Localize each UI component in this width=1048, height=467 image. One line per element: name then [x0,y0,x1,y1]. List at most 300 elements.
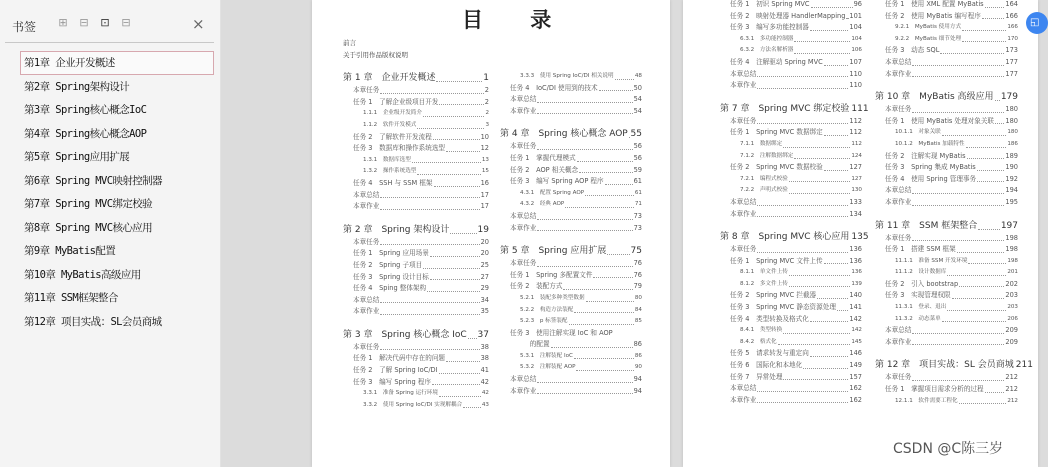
toc-entry[interactable] [500,386,642,398]
toc-entry[interactable] [343,85,489,97]
toc-entry[interactable] [720,383,862,395]
toc-entry[interactable] [500,374,642,386]
toc-entry[interactable] [343,306,489,318]
dot-leader [995,90,1000,101]
bookmark-item[interactable]: 第2章 Spring架构设计 [24,80,130,93]
toc-entry[interactable] [875,45,1018,57]
toc-entry-label: 任务 1 使用 MyBatis 处理对象关联 [885,116,995,125]
toc-entry[interactable] [875,290,1018,302]
toc-page-number: 209 [1005,326,1018,335]
bookmark-panel-title: 书签 [12,20,37,34]
toc-entry[interactable] [343,166,489,178]
toc-page-number: 12 [480,144,489,153]
toc-chapter[interactable] [343,223,489,237]
toc-entry[interactable] [343,283,489,295]
toc-entry-label: 11.3.2 动态菜单 [895,315,941,322]
dot-leader [757,69,848,78]
toc-entry[interactable] [500,362,642,374]
toc-entry-label: 任务 7 异常处理 [730,372,783,381]
toc-entry[interactable] [500,188,642,200]
toc-page-number: 75 [630,246,642,257]
toc-page-number: 212 [1005,373,1018,382]
dot-leader [967,151,1005,160]
bookmark-item[interactable]: 第11章 SSM框架整合 [24,292,118,304]
toc-page-number: 197 [1000,220,1018,231]
dot-leader [912,372,1004,381]
toc-entry[interactable] [500,199,642,211]
toc-entry-label: 本章总结 [510,95,537,104]
toc-entry[interactable] [875,279,1018,291]
toc-entry-label: 本章任务 [353,86,380,95]
toc-page-number: 17 [480,190,489,199]
toc-entry-label: 任务 5 请求转发与重定向 [730,349,809,358]
toc-entry[interactable] [720,360,862,372]
toc-entry[interactable] [500,281,642,293]
toc-column [720,0,869,406]
dot-leader [380,190,479,199]
toc-entry[interactable] [343,108,489,120]
dot-leader [537,141,632,150]
dot-leader [380,237,479,246]
dot-leader [585,188,634,197]
toc-page-number: 209 [1005,337,1018,346]
toc-entry[interactable] [720,325,862,337]
toc-entry[interactable] [720,197,862,209]
toc-entry[interactable] [875,314,1018,326]
toc-entry[interactable] [720,116,862,128]
toc-page-number: 73 [633,223,642,232]
toc-entry[interactable] [720,127,862,139]
dot-leader [436,71,482,82]
toc-entry-label: 任务 4 使用 Spring 管理事务 [885,174,977,183]
dot-leader [380,85,483,94]
toc-entry-label: 10.1.2 MyBatis 加载特性 [895,140,965,147]
toc-entry[interactable] [720,279,862,291]
toc-entry[interactable] [720,34,862,46]
toc-entry[interactable] [720,348,862,360]
toc-entry[interactable] [875,325,1018,337]
dot-leader [537,106,632,115]
toc-entry[interactable] [500,153,642,165]
dot-leader [380,201,479,210]
toc-entry-label: 11.1.2 设计数据库 [895,269,947,276]
toc-chapter[interactable] [875,90,1018,104]
toc-entry-label: 5.2.1 装配多种类型数据 [520,294,585,301]
toc-entry[interactable] [343,342,489,354]
toc-entry[interactable] [343,260,489,272]
dot-leader [940,45,1004,54]
toc-entry[interactable] [720,45,862,57]
toc-page-number: 136 [849,256,862,265]
toc-entry[interactable] [500,211,642,223]
toc-page-number: 198 [1007,257,1018,264]
toc-entry-label: 任务 2 了解软件开发流程 [353,132,432,141]
toc-page-number: 206 [1007,315,1018,322]
toc-entry[interactable] [500,176,642,188]
expand-all-icon[interactable]: ⊞ [58,16,68,29]
toc-entry-label: 本章总结 [510,211,537,220]
toc-entry-label: 本章总结 [730,384,757,393]
toc-entry-label: 第 12 章 项目实战：SL 会员商城 [875,360,1014,371]
dot-leader [537,211,632,220]
remove-bookmark-icon[interactable]: ⊟ [121,16,131,29]
toc-page-number: 84 [634,306,642,313]
dot-leader [783,139,850,148]
toc-entry[interactable] [343,50,489,62]
toc-chapter[interactable] [343,71,489,85]
toc-column [500,71,642,397]
toc-entry[interactable] [343,365,489,377]
dot-leader [537,386,632,395]
toc-page-number: 56 [633,153,642,162]
toc-entry-label: 第 3 章 Spring 核心概念 IoC [343,329,467,340]
toc-entry[interactable] [720,22,862,34]
toc-entry[interactable] [343,237,489,249]
toc-entry[interactable] [720,267,862,279]
toc-entry-label: 任务 2 Spring MVC 数据校验 [730,163,823,172]
dot-leader [551,339,633,348]
toc-chapter[interactable] [500,244,642,258]
dot-leader [427,283,479,292]
dot-leader [794,34,850,43]
bookmark-item[interactable]: 第8章 Spring MVC核心应用 [24,221,153,234]
toc-entry[interactable] [875,116,1018,128]
toc-entry[interactable] [875,337,1018,349]
toc-entry[interactable] [875,0,1018,11]
toc-entry[interactable] [875,256,1018,268]
toc-entry-label: 任务 3 Spring 设计目标 [353,272,429,281]
toc-entry-label: 本章总结 [353,295,380,304]
toc-entry-label: 7.2.2 声明式校验 [740,187,788,194]
toc-entry[interactable] [343,388,489,400]
toc-page-number: 48 [634,73,642,79]
toc-page-number: 186 [1007,140,1018,147]
dot-leader [537,223,632,232]
toc-entry[interactable] [720,162,862,174]
toc-entry-label: 7.1.2 注解数据绑定 [740,152,794,159]
dot-leader [982,11,1005,20]
toc-entry-label: 1.3.1 数据库选型 [363,156,411,163]
dot-leader [463,400,481,409]
toc-entry[interactable] [875,302,1018,314]
bookmark-item[interactable]: 第7章 Spring MVC绑定校验 [24,198,153,210]
toc-page-number: 112 [849,116,862,125]
toc-entry-label: 1.3.2 操作系统选型 [363,168,417,175]
dot-leader [912,185,1004,194]
dot-leader [837,302,848,311]
toc-page-number: 146 [849,349,862,358]
toc-entry-label: 任务 2 装配方式 [510,282,563,291]
toc-entry-label: 任务 1 搭建 SSM 框架 [885,245,956,254]
toc-entry-label: 本章作业 [730,395,757,404]
toc-entry[interactable] [875,372,1018,384]
dot-leader [450,223,476,234]
toc-entry[interactable] [343,132,489,144]
toc-entry[interactable] [720,290,862,302]
toc-page-number: 27 [480,272,489,281]
toc-entry[interactable] [720,209,862,221]
toc-entry[interactable] [720,80,862,92]
toc-entry[interactable] [343,178,489,190]
toc-entry-label: 本章作业 [885,337,912,346]
toc-entry[interactable] [500,141,642,153]
toc-page-number: 162 [849,395,862,404]
toc-chapter[interactable] [875,358,1033,372]
dot-leader [824,256,849,265]
dot-leader [811,0,853,8]
toc-entry-label: 任务 3 数据库和操作系统选型 [353,144,446,153]
toc-entry[interactable] [343,143,489,155]
toc-page-number: 179 [1000,92,1018,103]
toc-entry[interactable] [875,162,1018,174]
toc-chapter[interactable] [343,328,489,342]
toc-entry[interactable] [875,396,1018,408]
toc-entry-label: 8.1.1 单文件上传 [740,269,788,276]
toc-entry-label: 本章总结 [353,190,380,199]
toc-entry-label: 任务 3 Spring MVC 静态资源处理 [730,303,836,312]
toc-entry[interactable] [343,38,489,50]
toc-entry-label: 任务 1 了解企业级项目开发 [353,97,439,106]
toc-entry[interactable] [500,94,642,106]
close-icon[interactable]: × [192,15,205,33]
toc-entry[interactable] [343,248,489,260]
bookmark-item[interactable]: 第12章 项目实战：SL会员商城 [24,315,162,328]
toc-entry[interactable] [500,165,642,177]
toc-entry-label: 3.3.3 使用 Spring IoC/DI 相关说明 [520,73,614,79]
toc-entry-label: 10.1.1 对象关联 [895,129,941,136]
dot-leader [966,139,1007,148]
dot-leader [574,305,633,314]
toc-page-number: 73 [633,211,642,220]
dot-leader [789,174,851,183]
dot-leader [803,360,848,369]
toc-page-number: 107 [849,57,862,66]
dot-leader [439,388,481,397]
toc-entry[interactable] [875,267,1018,279]
toc-entry[interactable] [720,57,862,69]
toc-entry[interactable] [500,351,642,363]
toc-entry[interactable] [720,337,862,349]
toc-entry[interactable] [875,11,1018,23]
toc-entry-label: 本章任务 [730,245,757,254]
toc-page-number: 54 [633,106,642,115]
toc-page-number: 211 [1015,360,1033,371]
dot-leader [757,395,848,404]
toc-page-number: 166 [1007,24,1018,31]
bookmark-panel [0,0,221,467]
toc-entry[interactable] [875,244,1018,256]
toc-entry[interactable] [720,11,862,23]
toc-column [343,38,489,411]
dot-leader [912,337,1004,346]
bookmark-item[interactable]: 第4章 Spring核心概念AOP [24,127,147,140]
dot-leader [824,127,849,136]
toc-entry[interactable] [500,71,642,83]
toc-page-number: 202 [1005,279,1018,288]
toc-page-number: 139 [851,280,862,287]
toc-entry[interactable] [720,372,862,384]
dot-leader [977,174,1004,183]
toc-entry-label: 4.3.2 经典 AOP [520,201,565,208]
dot-leader [569,316,634,325]
dot-leader [629,127,630,138]
toc-entry[interactable] [875,174,1018,186]
dot-leader [817,290,848,299]
toc-entry[interactable] [875,34,1018,46]
toc-page-number: 19 [477,224,489,235]
toc-entry[interactable] [875,127,1018,139]
toc-entry[interactable] [720,0,862,11]
toc-page-number: 157 [849,372,862,381]
bookmark-item[interactable]: 第9章 MyBatis配置 [24,245,116,257]
toc-entry[interactable] [343,400,489,412]
toc-entry[interactable] [343,295,489,307]
toc-page-number: 145 [851,338,862,345]
toc-entry[interactable] [875,185,1018,197]
toc-entry-label: 任务 2 注解实现 MyBatis [885,151,966,160]
toc-entry-label: 本章总结 [730,197,757,206]
toc-entry-label: 1.1.2 软件开发模式 [363,121,417,128]
toc-page-number: 110 [849,69,862,78]
dot-leader [380,295,479,304]
toc-page-number: 136 [851,269,862,276]
dot-leader [959,279,1004,288]
collapse-all-icon[interactable]: ⊟ [79,16,89,29]
toc-page-number: 180 [1005,116,1018,125]
toc-entry-label: 任务 1 初识 Spring MVC [730,0,810,8]
dot-leader [962,22,1006,31]
toc-entry[interactable] [500,305,642,317]
toc-page-number: 79 [633,282,642,291]
toc-page-number: 25 [480,260,489,269]
dot-leader [947,302,1006,311]
toc-page-number: 96 [853,0,862,8]
toc-entry-label: 5.2.2 构造方法装配 [520,306,574,313]
toc-chapter[interactable] [875,219,1018,233]
toc-page-number: 112 [851,140,862,147]
dot-leader [977,162,1005,171]
toc-page-number: 2 [484,97,489,106]
toc-entry[interactable] [343,190,489,202]
dot-leader [434,178,480,187]
dot-leader [537,374,632,383]
dot-leader [810,314,849,323]
dot-leader [412,155,481,164]
toc-page-number: 41 [480,366,489,375]
toc-entry[interactable] [500,270,642,282]
dot-leader [985,0,1005,8]
toc-entry-label: 第 5 章 Spring 应用扩展 [500,246,607,257]
toc-entry-label: 任务 1 Spring 多配置文件 [510,270,593,279]
toc-page-number: 198 [1005,233,1018,242]
toc-entry[interactable] [875,69,1018,81]
toc-entry[interactable] [875,151,1018,163]
dot-leader [912,57,1004,66]
toc-page-number: 201 [1007,269,1018,276]
toc-entry[interactable] [343,353,489,365]
dot-leader [579,165,633,174]
bookmark-item[interactable]: 第5章 Spring应用扩展 [24,151,130,163]
toc-entry[interactable] [343,155,489,167]
dot-leader [794,45,850,54]
bookmark-item[interactable]: 第3章 Spring核心概念IoC [24,104,147,116]
toc-page-number: 164 [1005,0,1018,8]
toc-entry-label: 第 8 章 Spring MVC 核心应用 [720,232,850,243]
toc-entry[interactable] [720,185,862,197]
toc-entry[interactable] [720,314,862,326]
toc-entry-label: 5.3.1 注解装配 IoC [520,352,573,359]
toc-entry[interactable] [720,302,862,314]
dot-leader [757,80,848,89]
toc-entry-label: 本章作业 [885,69,912,78]
toc-entry[interactable] [720,174,862,186]
bookmark-item[interactable]: 第6章 Spring MVC映射控制器 [24,174,162,187]
toc-page-number: 71 [634,201,642,208]
toc-entry[interactable] [500,258,642,270]
bookmark-item[interactable]: 第1章 企业开发概述 [20,51,214,75]
toc-entry[interactable] [720,139,862,151]
dot-leader [615,71,634,80]
toc-entry[interactable] [720,244,862,256]
bookmark-item[interactable]: 第10章 MyBatis高级应用 [24,268,141,281]
toc-entry[interactable] [500,293,642,305]
toc-page-number: 194 [1005,186,1018,195]
toc-entry[interactable] [500,339,642,351]
assistant-icon[interactable]: ◱ [1026,12,1048,34]
toc-entry[interactable] [343,272,489,284]
toc-entry[interactable] [720,395,862,407]
toc-entry[interactable] [875,22,1018,34]
toc-entry[interactable] [500,223,642,235]
toc-chapter[interactable] [720,102,869,116]
toc-entry-label: 本章作业 [510,106,537,115]
toc-entry-label: 任务 4 SSH 与 SSM 框架 [353,178,433,187]
toc-page-number: 59 [633,165,642,174]
toc-entry[interactable] [875,384,1018,396]
dot-leader [433,132,480,141]
toc-entry[interactable] [500,316,642,328]
toc-entry[interactable] [720,151,862,163]
toc-entry[interactable] [500,83,642,95]
toc-entry[interactable] [343,120,489,132]
toc-entry[interactable] [343,201,489,213]
toc-chapter[interactable] [500,127,642,141]
dot-leader [824,162,849,171]
toc-entry-label: 本章总结 [885,57,912,66]
toc-entry-label: 本章总结 [885,326,912,335]
toc-page-number: 180 [1007,129,1018,136]
toc-entry[interactable] [875,57,1018,69]
toc-entry[interactable] [875,104,1018,116]
dot-leader [380,342,479,351]
toc-entry[interactable] [875,233,1018,245]
toc-entry[interactable] [500,106,642,118]
dot-leader [446,143,480,152]
toc-entry[interactable] [343,377,489,389]
add-bookmark-icon[interactable]: ⊡ [100,16,110,29]
toc-page-number: 110 [849,81,862,90]
toc-page-number: 198 [1005,245,1018,254]
toc-entry[interactable] [875,139,1018,151]
toc-entry[interactable] [500,328,642,340]
toc-page-number: 80 [634,294,642,301]
toc-chapter[interactable] [720,230,869,244]
toc-entry[interactable] [720,256,862,268]
toc-entry[interactable] [343,97,489,109]
toc-entry[interactable] [720,69,862,81]
toc-entry[interactable] [875,197,1018,209]
toc-page-number: 86 [634,352,642,359]
